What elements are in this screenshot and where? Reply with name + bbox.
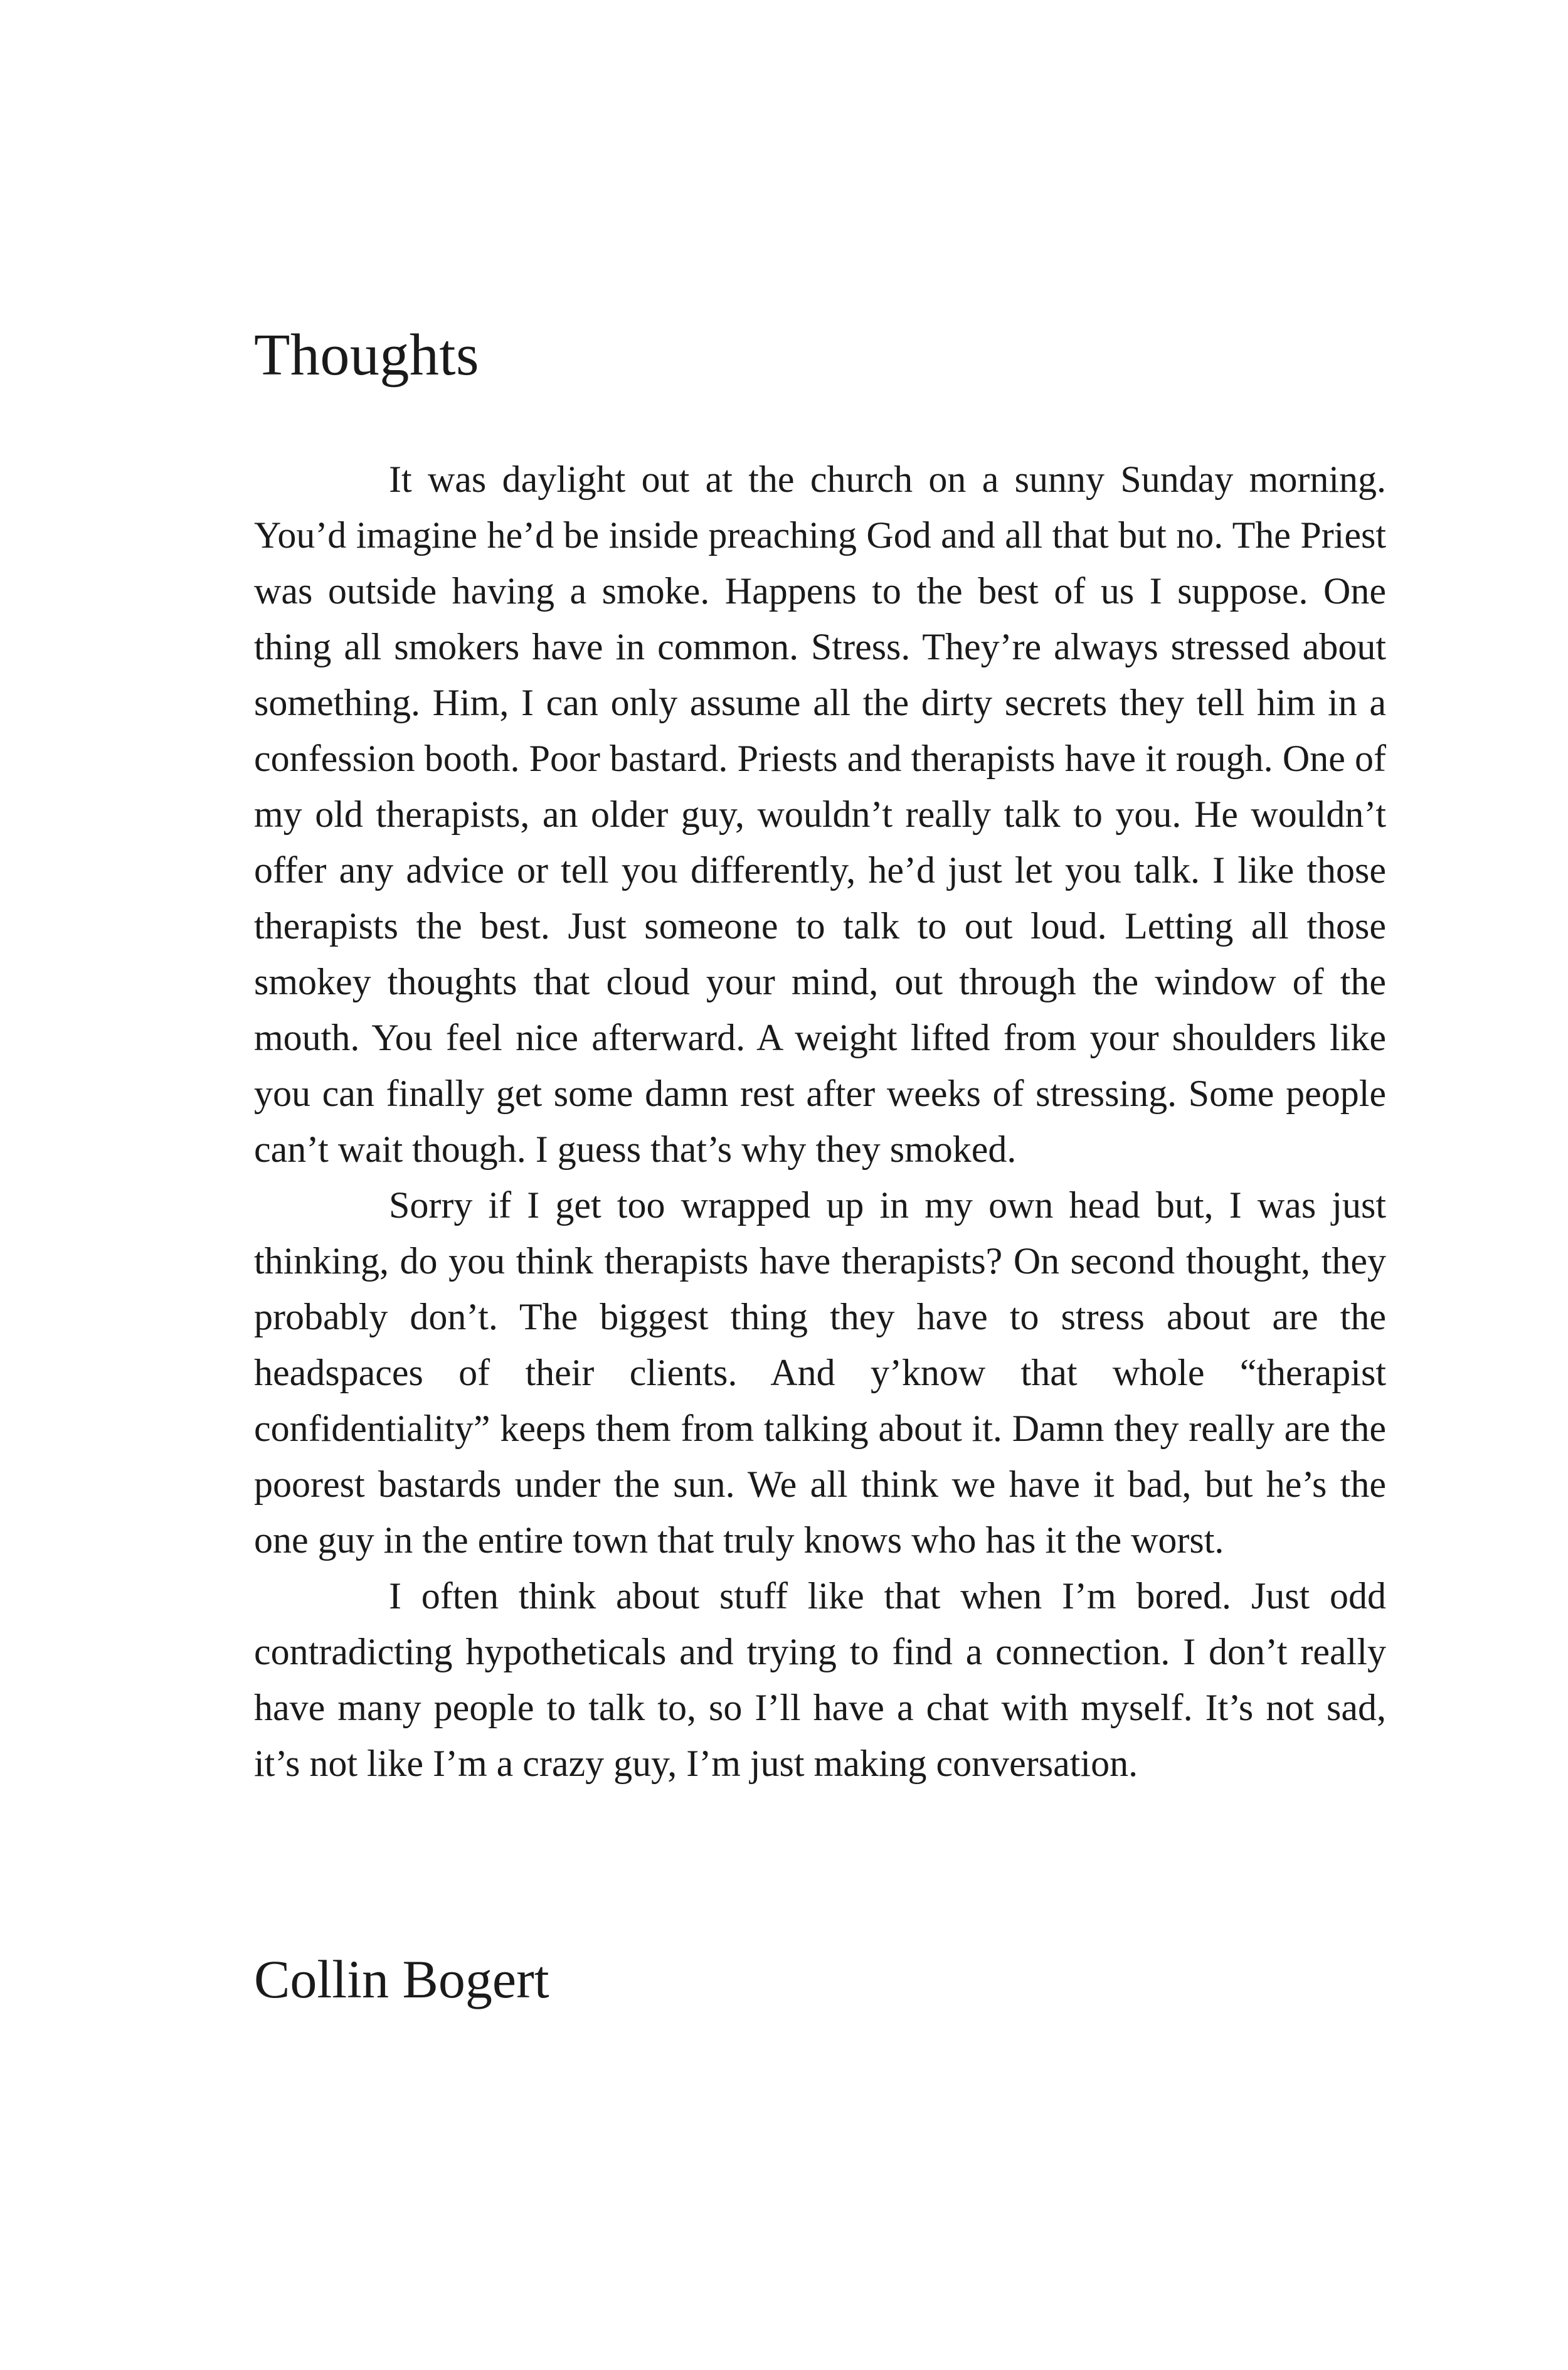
paragraph: I often think about stuff like that when I’m bored. Just odd contradicting hypotheticals and trying to find a connection. I don’t really have many people to talk to, so I’ll have a chat with myself. It’s not sad, it’s not like I’m a crazy guy, I’m just making conversation. (254, 1575, 1386, 1784)
paragraph: Sorry if I get too wrapped up in my own head but, I was just thinking, do you think therapists have therapists? On second thought, they probably don’t. The biggest thing they have to stress about are the headspaces of their clients. And y’know that whole “therapist confidentiality” keeps them from talking about it. Damn they really are the poorest bastards under the sun. We all think we have it bad, but he’s the one guy in the entire town that truly knows who has it the worst. (254, 1184, 1386, 1561)
paragraph: It was daylight out at the church on a sunny Sunday morning. You’d imagine he’d be inside preaching God and all that but no. The Priest was outside having a smoke. Happens to the best of us I suppose. One thing all smokers have in common. Stress. They’re always stressed about something. Him, I can only assume all the dirty secrets they tell him in a confession booth. Poor bastard. Priests and therapists have it rough. One of my old therapists, an older guy, wouldn’t really talk to you. He wouldn’t offer any advice or tell you differently, he’d just let you talk. I like those therapists the best. Just someone to talk to out loud. Letting all those smokey thoughts that cloud your mind, out through the window of the mouth. You feel nice afterward. A weight lifted from your shoulders like you can finally get some damn rest after weeks of stressing. Some people can’t wait though. I guess that’s why they smoked. (254, 459, 1386, 1170)
body-text (254, 452, 1386, 1792)
author-name: Collin Bogert (254, 1949, 549, 2009)
page-title: Thoughts (254, 322, 480, 388)
